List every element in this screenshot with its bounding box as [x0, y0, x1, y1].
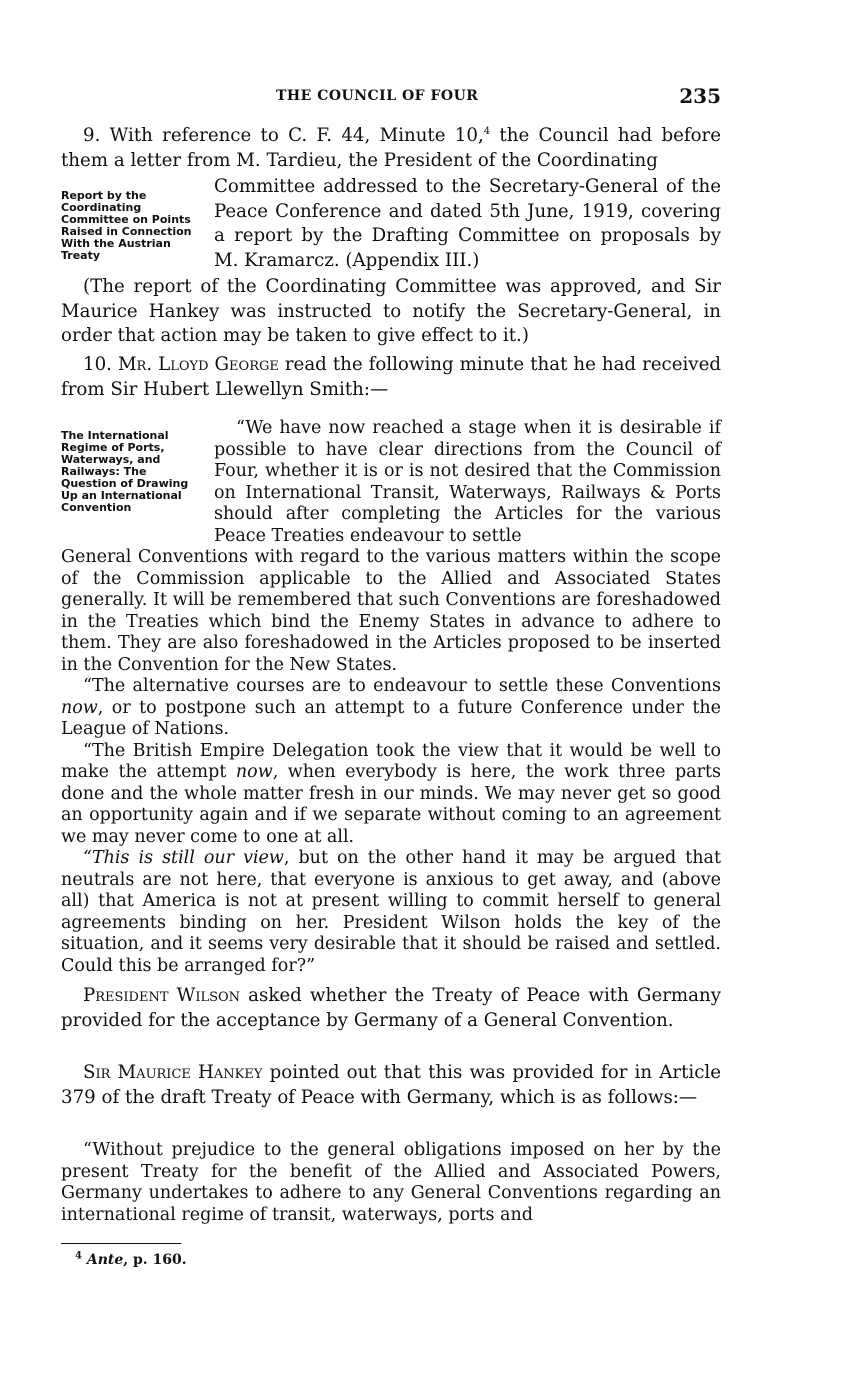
- quote-p2-b: , or to postpone such an attempt to a future Conference under the League of Nations.: [61, 697, 721, 739]
- quote-p3-b: , when everybody is here, the work three parts done and the whole matter fresh in our minds. We may never get so good an opportunity again and if we separate without coming to an agreement we may never come to one at all.: [61, 762, 721, 847]
- page-number: 235: [679, 84, 721, 108]
- item-9-note-text: (The report of the Coordinating Committee was approved, and Sir Maurice Hankey was instructed to notify the Secretary-General, in order that action may be taken to give effect to it.): [61, 276, 721, 346]
- hankey-paragraph: [61, 1061, 721, 1110]
- quote-body: [61, 547, 721, 977]
- sidenote-report: Report by the Coordinating Committee on Points Raised in Connection With the Austrian Treaty: [61, 189, 192, 262]
- item-9-text-a: 9. With reference to C. F. 44, Minute 10,: [83, 125, 484, 146]
- wilson-body: asked whether the Treaty of Peace with Germany provided for the acceptance by Germany of a General Convention.: [61, 985, 721, 1031]
- wilson-text: [61, 984, 721, 1033]
- quote-p4: [61, 848, 721, 977]
- speaker-hankey: Sir Maurice Hankey: [83, 1062, 263, 1083]
- item-10-body: read the following minute that he had received from Sir Hubert Llewellyn Smith:—: [61, 354, 721, 400]
- item-9-text-b: the Council had before them a letter from M. Tardieu, the President of the Coordinating: [61, 125, 721, 171]
- quote-p3-a: “The British Empire Delegation took the view that it would be well to make the attempt: [61, 740, 721, 782]
- document-page: [61, 0, 721, 1379]
- footnote-page: , p. 160.: [123, 1252, 187, 1268]
- footnote-ante: Ante: [86, 1252, 124, 1268]
- quote-p3: [61, 741, 721, 849]
- item-9-text-c: Committee addressed to the Secretary-General of the Peace Conference and dated 5th June, 1919, covering a report by the Drafting Committee on proposals by M. Kramarcz. (Appendix III.): [214, 176, 721, 271]
- sidenote-international-regime: The International Regime of Ports, Waterways, and Railways: The Question of Drawing Up an International Convention: [61, 429, 189, 514]
- item-9-paragraph: [61, 124, 721, 173]
- quote-p2-a: “The alternative courses are to endeavour to settle these Conventions: [83, 676, 721, 696]
- quote-p1-side-text: “We have now reached a stage when it is desirable if possible to have clear directions from the Council of Four, whether it is or is not desired that the Commission on International Transit, Waterways, Railways & Ports should after completing the Articles for the various Peace Treaties endeavour to settle: [214, 418, 721, 546]
- wilson-paragraph: [61, 984, 721, 1033]
- footnote-mark: 4: [75, 1250, 82, 1262]
- item-9-opening: [61, 124, 721, 173]
- quote-paragraph-1-side: [61, 418, 721, 547]
- article-379-text: “Without prejudice to the general obligations imposed on her by the present Treaty for the benefit of the Allied and Associated Powers, Germany undertakes to adhere to any General Conventions regarding an international regime of transit, waterways, ports and: [61, 1140, 721, 1225]
- running-head: [61, 84, 721, 110]
- item-10-text: [61, 353, 721, 402]
- running-head-title: THE COUNCIL OF FOUR: [276, 88, 479, 104]
- item-9-note: [61, 275, 721, 349]
- quote-p4-em: “This is still our view: [83, 848, 284, 868]
- footnote: [75, 1252, 187, 1268]
- article-379-quote: [61, 1140, 721, 1226]
- hankey-body: pointed out that this was provided for in Article 379 of the draft Treaty of Peace with Germany, which is as follows:—: [61, 1062, 721, 1108]
- quote-p2: [61, 676, 721, 741]
- hankey-text: [61, 1061, 721, 1110]
- speaker-wilson: President Wilson: [83, 985, 241, 1006]
- footnote-reference: 4: [483, 125, 491, 137]
- quote-p4-b: , but on the other hand it may be argued that neutrals are not here, that everyone is anxious to get away, and (above all) that America is not at present willing to commit herself to general agreements binding on her. President Wilson holds the key of the situation, and it seems very desirable that it should be raised and settled. Could this be arranged for?”: [61, 848, 721, 976]
- quote-p1-rest: General Conventions with regard to the various matters within the scope of the Commission applicable to the Allied and Associated States generally. It will be remembered that such Conventions are foreshadowed in the Treaties which bind the Enemy States in advance to adhere to them. They are also foreshadowed in the Articles proposed to be inserted in the Convention for the New States.: [61, 547, 721, 675]
- item-9-continuation: [61, 175, 721, 273]
- quote-p2-em: now: [61, 697, 98, 718]
- speaker-lloyd-george: Mr. Lloyd George: [117, 354, 279, 375]
- item-10-paragraph: [61, 353, 721, 402]
- quote-p3-em: now: [235, 762, 273, 782]
- footnote-rule: [61, 1243, 181, 1244]
- item-10-number: 10.: [83, 354, 118, 375]
